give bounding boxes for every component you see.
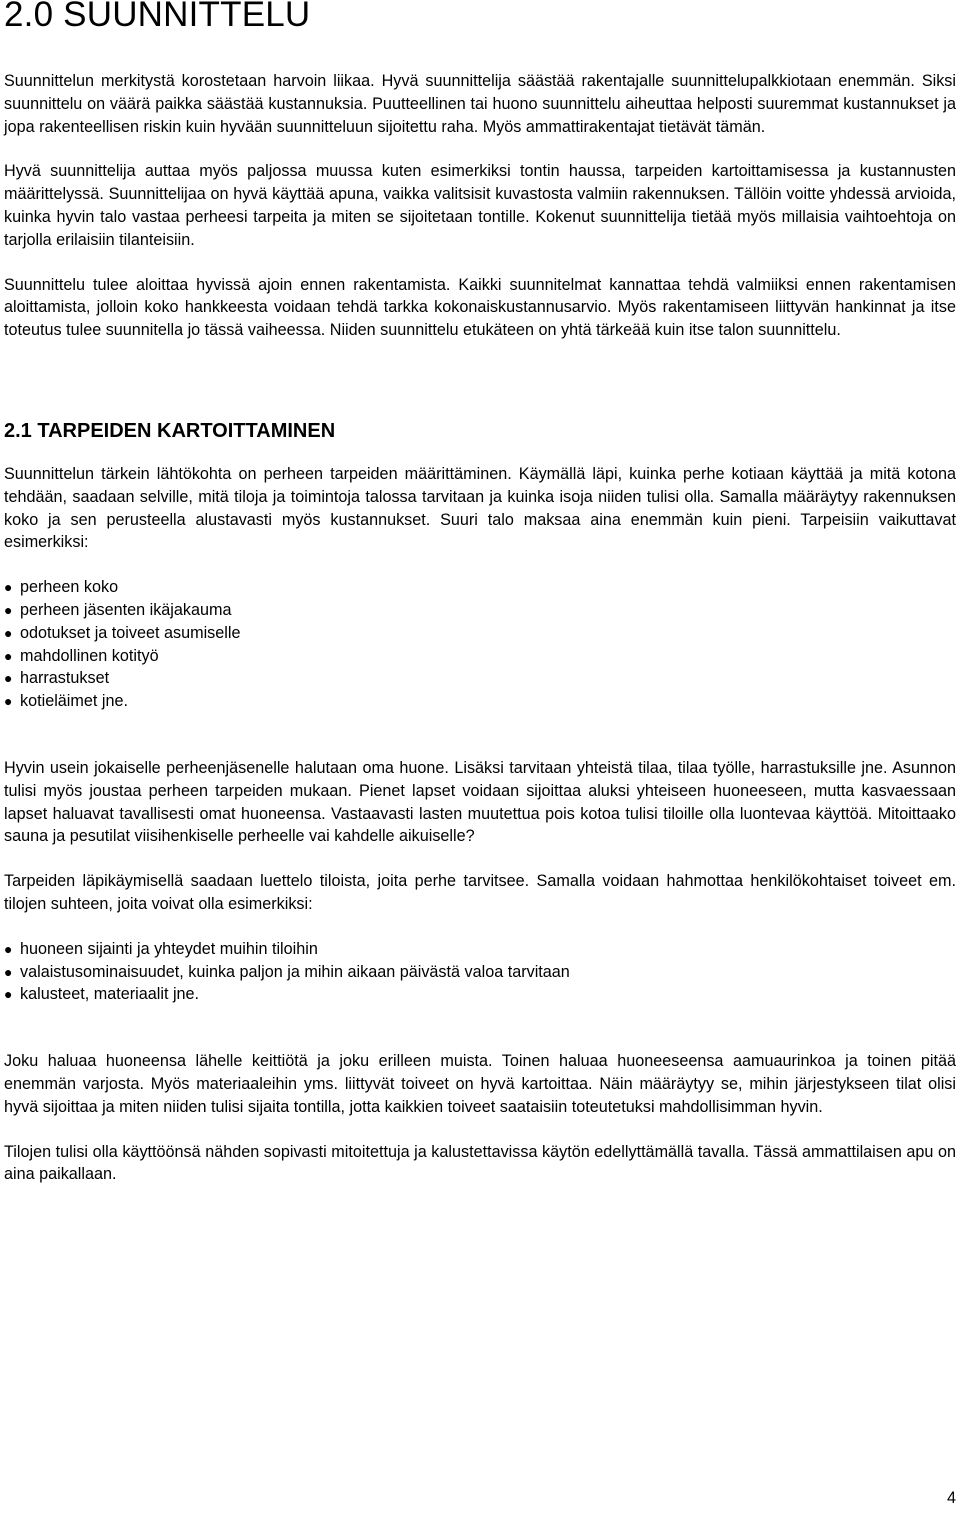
bullet-icon: ● [4,624,13,641]
list-item-text: perheen koko [20,578,119,597]
subheading: 2.1 TARPEIDEN KARTOITTAMINEN [4,419,336,442]
bullet-icon: ● [4,693,13,710]
document-page [4,0,956,1186]
bullet-icon: ● [4,986,13,1003]
list-item-text: kotieläimet jne. [20,692,128,711]
list-item [4,983,956,1006]
main-heading: 2.0 SUUNNITTELU [4,0,311,34]
bullet-icon: ● [4,963,13,980]
list-item-text: mahdollinen kotityö [20,646,159,665]
list-item-text: valaistusominaisuudet, kuinka paljon ja mihin aikaan päivästä valoa tarvitaan [20,962,570,981]
rooms-paragraph: Hyvin usein jokaiselle perheenjäsenelle halutaan oma huone. Lisäksi tarvitaan yhteistä tilaa, tilaa työlle, harrastuksille jne. Asunnon tulisi myös joustaa perheen tarpeiden mukaan. Pienet lapset voidaan sijoittaa aluksi yhteiseen huoneeseen, mutta kasvaessaan lapset haluavat tavallisesti omat huoneensa. Vastaavasti lasten muutettua pois kotoa tulisi tiloille olla luontevaa käyttöä. Mitoittaako sauna ja pesutilat viisihenkiselle perheelle vai kahdelle aikuiselle? [4,758,956,846]
page-number: 4 [946,1489,956,1507]
list-item [4,599,956,622]
list-item [4,961,956,984]
needs-list [4,576,956,713]
bullet-icon: ● [4,579,13,596]
wishes-list [4,938,956,1006]
bullet-icon: ● [4,601,13,618]
list-item [4,690,956,713]
intro-paragraph-3: Suunnittelu tulee aloittaa hyvissä ajoin ennen rakentamista. Kaikki suunnitelmat kannattaa tehdä valmiiksi ennen rakentamisen aloittamista, jolloin koko hankkeesta voidaan tehdä tarkka kokonaiskustannusarvio. Myös rakentamiseen liittyvän hankinnat ja itse toteutus tulee suunnitella jo tässä vaiheessa. Niiden suunnittelu etukäteen on yhtä tärkeää kuin itse talon suunnittelu. [4,275,956,340]
list-item-text: kalusteet, materiaalit jne. [20,985,200,1004]
intro-paragraph-2: Hyvä suunnittelija auttaa myös paljossa muussa kuten esimerkiksi tontin haussa, tarpeiden kartoittamisessa ja kustannusten määrittelyssä. Suunnittelijaa on hyvä käyttää apuna, vaikka valitsisit kuvastosta valmiin rakennuksen. Tällöin voitte yhdessä arvioida, kuinka hyvin talo vastaa perheesi tarpeita ja miten se sijoitetaan tontille. Kokenut suunnittelija tietää myös millaisia vaihtoehtoja on tarjolla erilaisiin tilanteisiin. [4,162,956,249]
needs-intro-paragraph: Suunnittelun tärkein lähtökohta on perheen tarpeiden määrittäminen. Käymällä läpi, kuinka perhe kotiaan käyttää ja mitä kotona tehdään, saadaan selville, mitä tiloja ja toimintoja talossa tarvitaan ja kuinka isoja niiden tulisi olla. Samalla määräytyy rakennuksen koko ja sen perusteella alustavasti myös kustannukset. Suuri talo maksaa aina enemmän kuin pieni. Tarpeisiin vaikuttavat esimerkiksi: [4,464,956,552]
list-item-text: huoneen sijainti ja yhteydet muihin tiloihin [20,939,318,958]
closing-paragraph-1: Joku haluaa huoneensa lähelle keittiötä ja joku erilleen muista. Toinen haluaa huoneeseensa aamuaurinkoa ja toinen pitää enemmän varjosta. Myös materiaaleihin yms. liittyvät toiveet on hyvä kartoittaa. Näin määräytyy se, mihin järjestykseen tilat olisi hyvä sijoittaa ja miten niiden tulisi sijaita tontilla, jotta kaikkien toiveet saataisiin toteutetuksi mahdollisimman hyvin. [4,1052,956,1116]
bullet-icon: ● [4,647,13,664]
list-item-text: harrastukset [20,669,110,688]
list-item [4,576,956,599]
list-item-text: perheen jäsenten ikäjakauma [20,600,232,619]
bullet-icon: ● [4,670,13,687]
list-item [4,667,956,690]
list-item-text: odotukset ja toiveet asumiselle [20,623,241,642]
wishes-intro-paragraph: Tarpeiden läpikäymisellä saadaan luettelo tiloista, joita perhe tarvitsee. Samalla voidaan hahmottaa henkilökohtaiset toiveet em. tilojen suhteen, joita voivat olla esimerkiksi: [4,872,956,913]
list-item [4,622,956,645]
bullet-icon: ● [4,940,13,957]
closing-paragraph-2: Tilojen tulisi olla käyttöönsä nähden sopivasti mitoitettuja ja kalustettavissa käytön edellyttämällä tavalla. Tässä ammattilaisen apu on aina paikallaan. [4,1142,956,1184]
list-item [4,938,956,961]
intro-paragraph-1: Suunnittelun merkitystä korostetaan harvoin liikaa. Hyvä suunnittelija säästää rakentajalle suunnittelupalkkiotaan enemmän. Siksi suunnittelu on väärä paikka säästää kustannuksia. Puutteellinen tai huono suunnittelu aiheuttaa helposti suuremmat kustannukset ja jopa rakenteellisen riskin kuin hyvään suunnitteluun sijoitettu raha. Myös ammattirakentajat tietävät tämän. [4,72,956,136]
list-item [4,645,956,668]
